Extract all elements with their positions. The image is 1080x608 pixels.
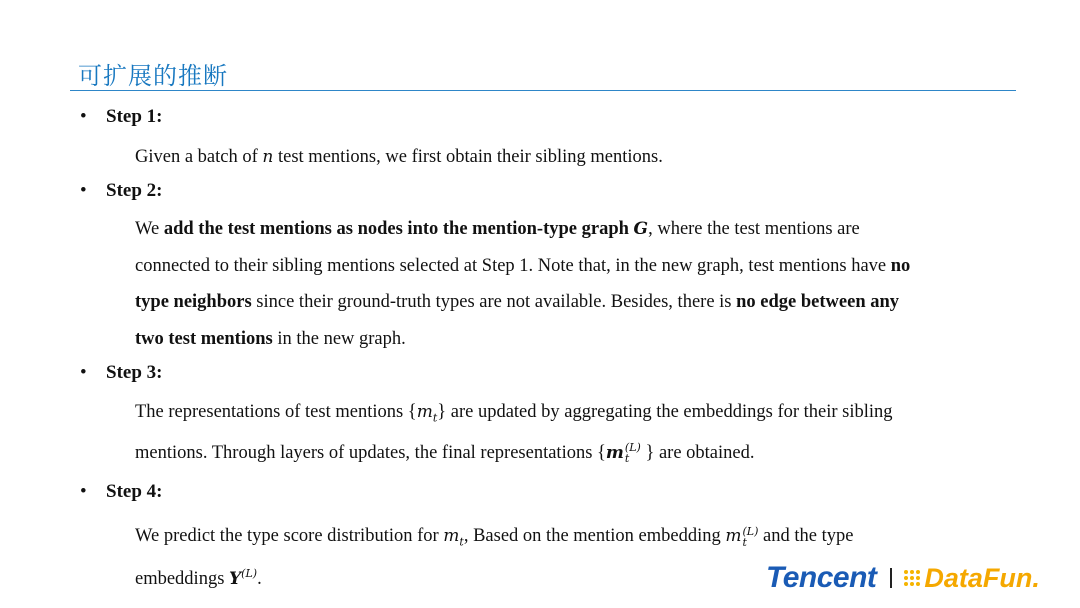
math-superscript: (L) — [624, 441, 641, 455]
step-4-heading — [80, 481, 162, 503]
text-run: , where the test mentions are — [648, 219, 860, 239]
math-subscript: t — [624, 452, 630, 466]
text-run: and the type — [758, 526, 854, 546]
tencent-logo: Tencent — [766, 561, 877, 594]
text-run: The representations of test mentions { — [135, 402, 417, 422]
title-divider — [70, 90, 1016, 91]
math-var: Y — [229, 569, 242, 590]
step-1-heading — [80, 106, 162, 128]
step-label: Step 3: — [106, 362, 163, 383]
step-2-text — [135, 211, 995, 357]
step-label: Step 4: — [106, 481, 163, 502]
math-superscript: (L) — [241, 567, 258, 580]
bullet: • — [80, 180, 87, 201]
math-var: n — [262, 147, 274, 167]
text-run: Given a batch of — [135, 147, 263, 167]
step-3-text — [135, 394, 995, 475]
math-var: m — [443, 526, 460, 546]
bullet: • — [80, 481, 87, 502]
step-label: Step 2: — [106, 180, 163, 201]
math-subscript: t — [742, 535, 747, 549]
bold-run: two test mentions — [135, 328, 273, 349]
text-run: since their ground-truth types are not available. Besides, there is — [251, 292, 737, 312]
math-var: m — [725, 526, 742, 546]
text-run: We — [135, 219, 164, 239]
text-run: mentions. Through layers of updates, the final representations { — [135, 442, 606, 463]
text-run: . — [257, 569, 262, 590]
bullet: • — [80, 106, 87, 127]
text-run: } are obtained. — [640, 442, 755, 463]
bold-run: type neighbors — [135, 292, 252, 312]
footer-logo — [766, 560, 1040, 596]
text-run: test mentions, we first obtain their sibling mentions. — [273, 147, 663, 167]
slide-title: 可扩展的推断 — [78, 62, 228, 90]
bullet: • — [80, 362, 87, 383]
text-run: } are updated by aggregating the embeddings for their sibling — [437, 402, 893, 422]
math-subscript: t — [459, 535, 464, 549]
math-var: G — [633, 219, 649, 239]
step-2-heading — [80, 180, 162, 202]
text-run: embeddings — [135, 569, 230, 590]
logo-separator — [890, 568, 892, 588]
math-var: m — [605, 442, 624, 463]
math-var: m — [416, 402, 433, 422]
math-script-stack — [743, 526, 759, 548]
text-run: connected to their sibling mentions selected at Step 1. Note that, in the new graph, test mentions have — [135, 255, 891, 276]
bold-run: no — [890, 255, 911, 276]
step-3-heading — [80, 362, 162, 384]
bold-run: add the test mentions as nodes into the mention-type graph — [163, 219, 634, 239]
datafun-logo: DataFun. — [924, 562, 1040, 593]
text-run: We predict the type score distribution for — [135, 526, 444, 546]
datafun-dots-icon — [904, 570, 920, 586]
bold-run: no edge between any — [736, 292, 900, 312]
text-run: , Based on the mention embedding — [463, 526, 726, 546]
text-run: in the new graph. — [272, 328, 406, 349]
step-label: Step 1: — [106, 106, 163, 127]
step-1-text — [135, 139, 995, 176]
math-subscript: t — [432, 411, 438, 425]
math-script-stack — [625, 442, 641, 464]
math-superscript: (L) — [742, 524, 759, 538]
